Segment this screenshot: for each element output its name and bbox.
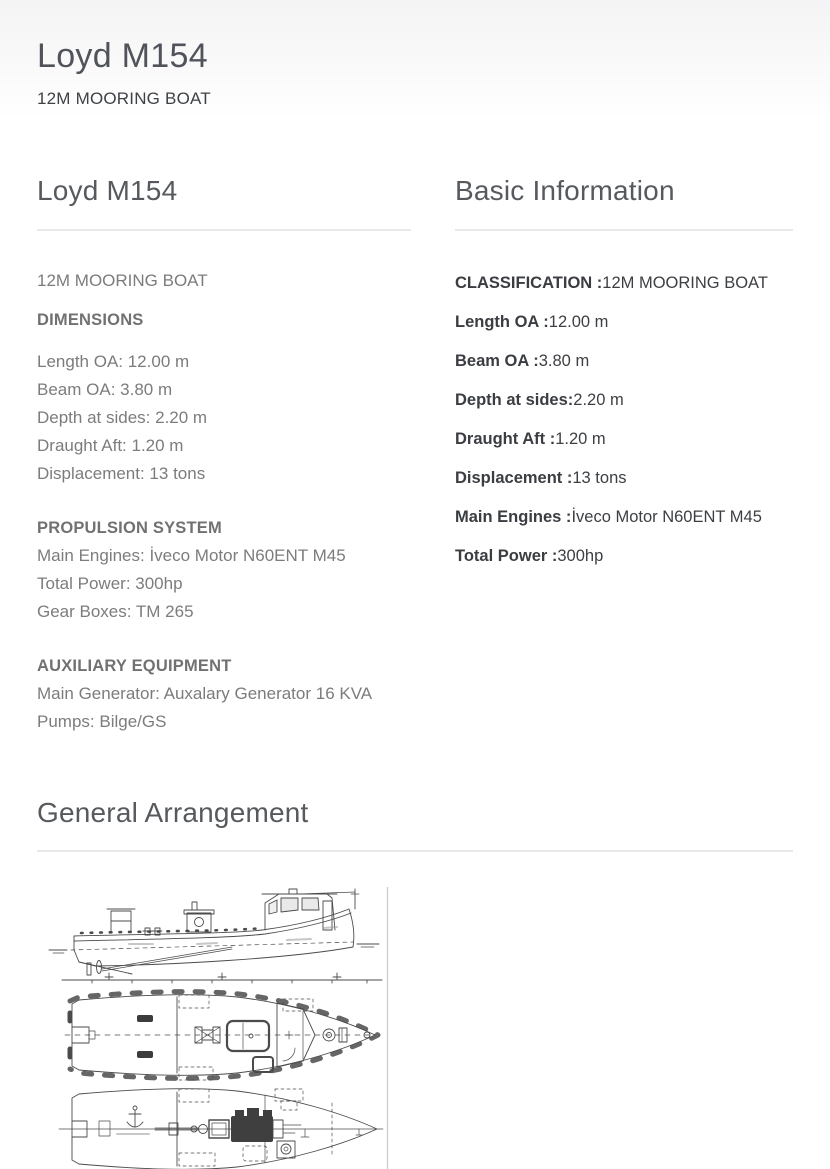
dimension-item: Depth at sides: 2.20 m (37, 407, 208, 427)
info-row-depth-at-sides (455, 388, 793, 413)
info-row-total-power (455, 544, 793, 569)
info-value: 300hp (557, 546, 604, 565)
basic-info-heading: Basic Information (455, 175, 675, 206)
basic-info-divider (455, 229, 793, 231)
info-label: Depth at sides: (455, 390, 574, 409)
info-label: CLASSIFICATION : (455, 273, 603, 292)
propulsion-block (37, 514, 411, 626)
info-value: 13 tons (572, 468, 627, 487)
info-value: 1.20 m (555, 429, 606, 448)
lower-deck-plan-view (59, 1089, 383, 1169)
propulsion-item: Total Power: 300hp (37, 573, 183, 593)
info-row-draught-aft (455, 427, 793, 452)
page-subtitle: 12M MOORING BOAT (37, 89, 211, 109)
general-arrangement-heading: General Arrangement (37, 796, 309, 828)
auxiliary-heading: AUXILIARY EQUIPMENT (37, 656, 232, 675)
dimension-item: Beam OA: 3.80 m (37, 379, 173, 399)
info-label: Beam OA : (455, 351, 539, 370)
overview-heading: Loyd M154 (37, 175, 178, 206)
dimension-item: Length OA: 12.00 m (37, 351, 190, 371)
info-label: Length OA : (455, 312, 549, 331)
anchor-icon (117, 1106, 149, 1134)
info-row-beam-oa (455, 349, 793, 374)
info-value: 2.20 m (573, 390, 624, 409)
basic-info-section (455, 174, 793, 762)
overview-section (37, 174, 411, 762)
info-label: Draught Aft : (455, 429, 556, 448)
info-label: Displacement : (455, 468, 573, 487)
dimensions-list (37, 348, 411, 488)
info-value: İveco Motor N60ENT M45 (571, 507, 762, 526)
dimensions-heading: DIMENSIONS (37, 310, 144, 329)
propulsion-item: Gear Boxes: TM 265 (37, 601, 194, 621)
overview-divider (37, 229, 411, 231)
general-arrangement-figure (37, 887, 389, 1169)
info-value: 12M MOORING BOAT (602, 273, 768, 292)
propulsion-item: Main Engines: İveco Motor N60ENT M45 (37, 545, 346, 565)
info-value: 12.00 m (548, 312, 609, 331)
main-content (0, 174, 830, 762)
info-row-main-engines (455, 505, 793, 530)
info-row-length-oa (455, 310, 793, 335)
deck-plan-view (65, 992, 378, 1080)
page-header (0, 0, 830, 118)
overview-classification: 12M MOORING BOAT (37, 270, 208, 290)
general-arrangement-section (0, 796, 830, 1169)
info-label: Total Power : (455, 546, 558, 565)
info-row-displacement (455, 466, 793, 491)
side-profile-view (49, 889, 382, 983)
info-label: Main Engines : (455, 507, 572, 526)
general-arrangement-divider (37, 850, 793, 852)
boat-general-arrangement-drawing (37, 887, 389, 1169)
dimension-item: Draught Aft: 1.20 m (37, 435, 184, 455)
info-row-classification (455, 271, 793, 296)
auxiliary-block (37, 652, 411, 736)
page-title: Loyd M154 (37, 37, 208, 75)
info-value: 3.80 m (538, 351, 590, 370)
dimension-item: Displacement: 13 tons (37, 463, 206, 483)
propulsion-heading: PROPULSION SYSTEM (37, 518, 222, 537)
auxiliary-item: Main Generator: Auxalary Generator 16 KVA (37, 683, 373, 703)
auxiliary-item: Pumps: Bilge/GS (37, 711, 167, 731)
